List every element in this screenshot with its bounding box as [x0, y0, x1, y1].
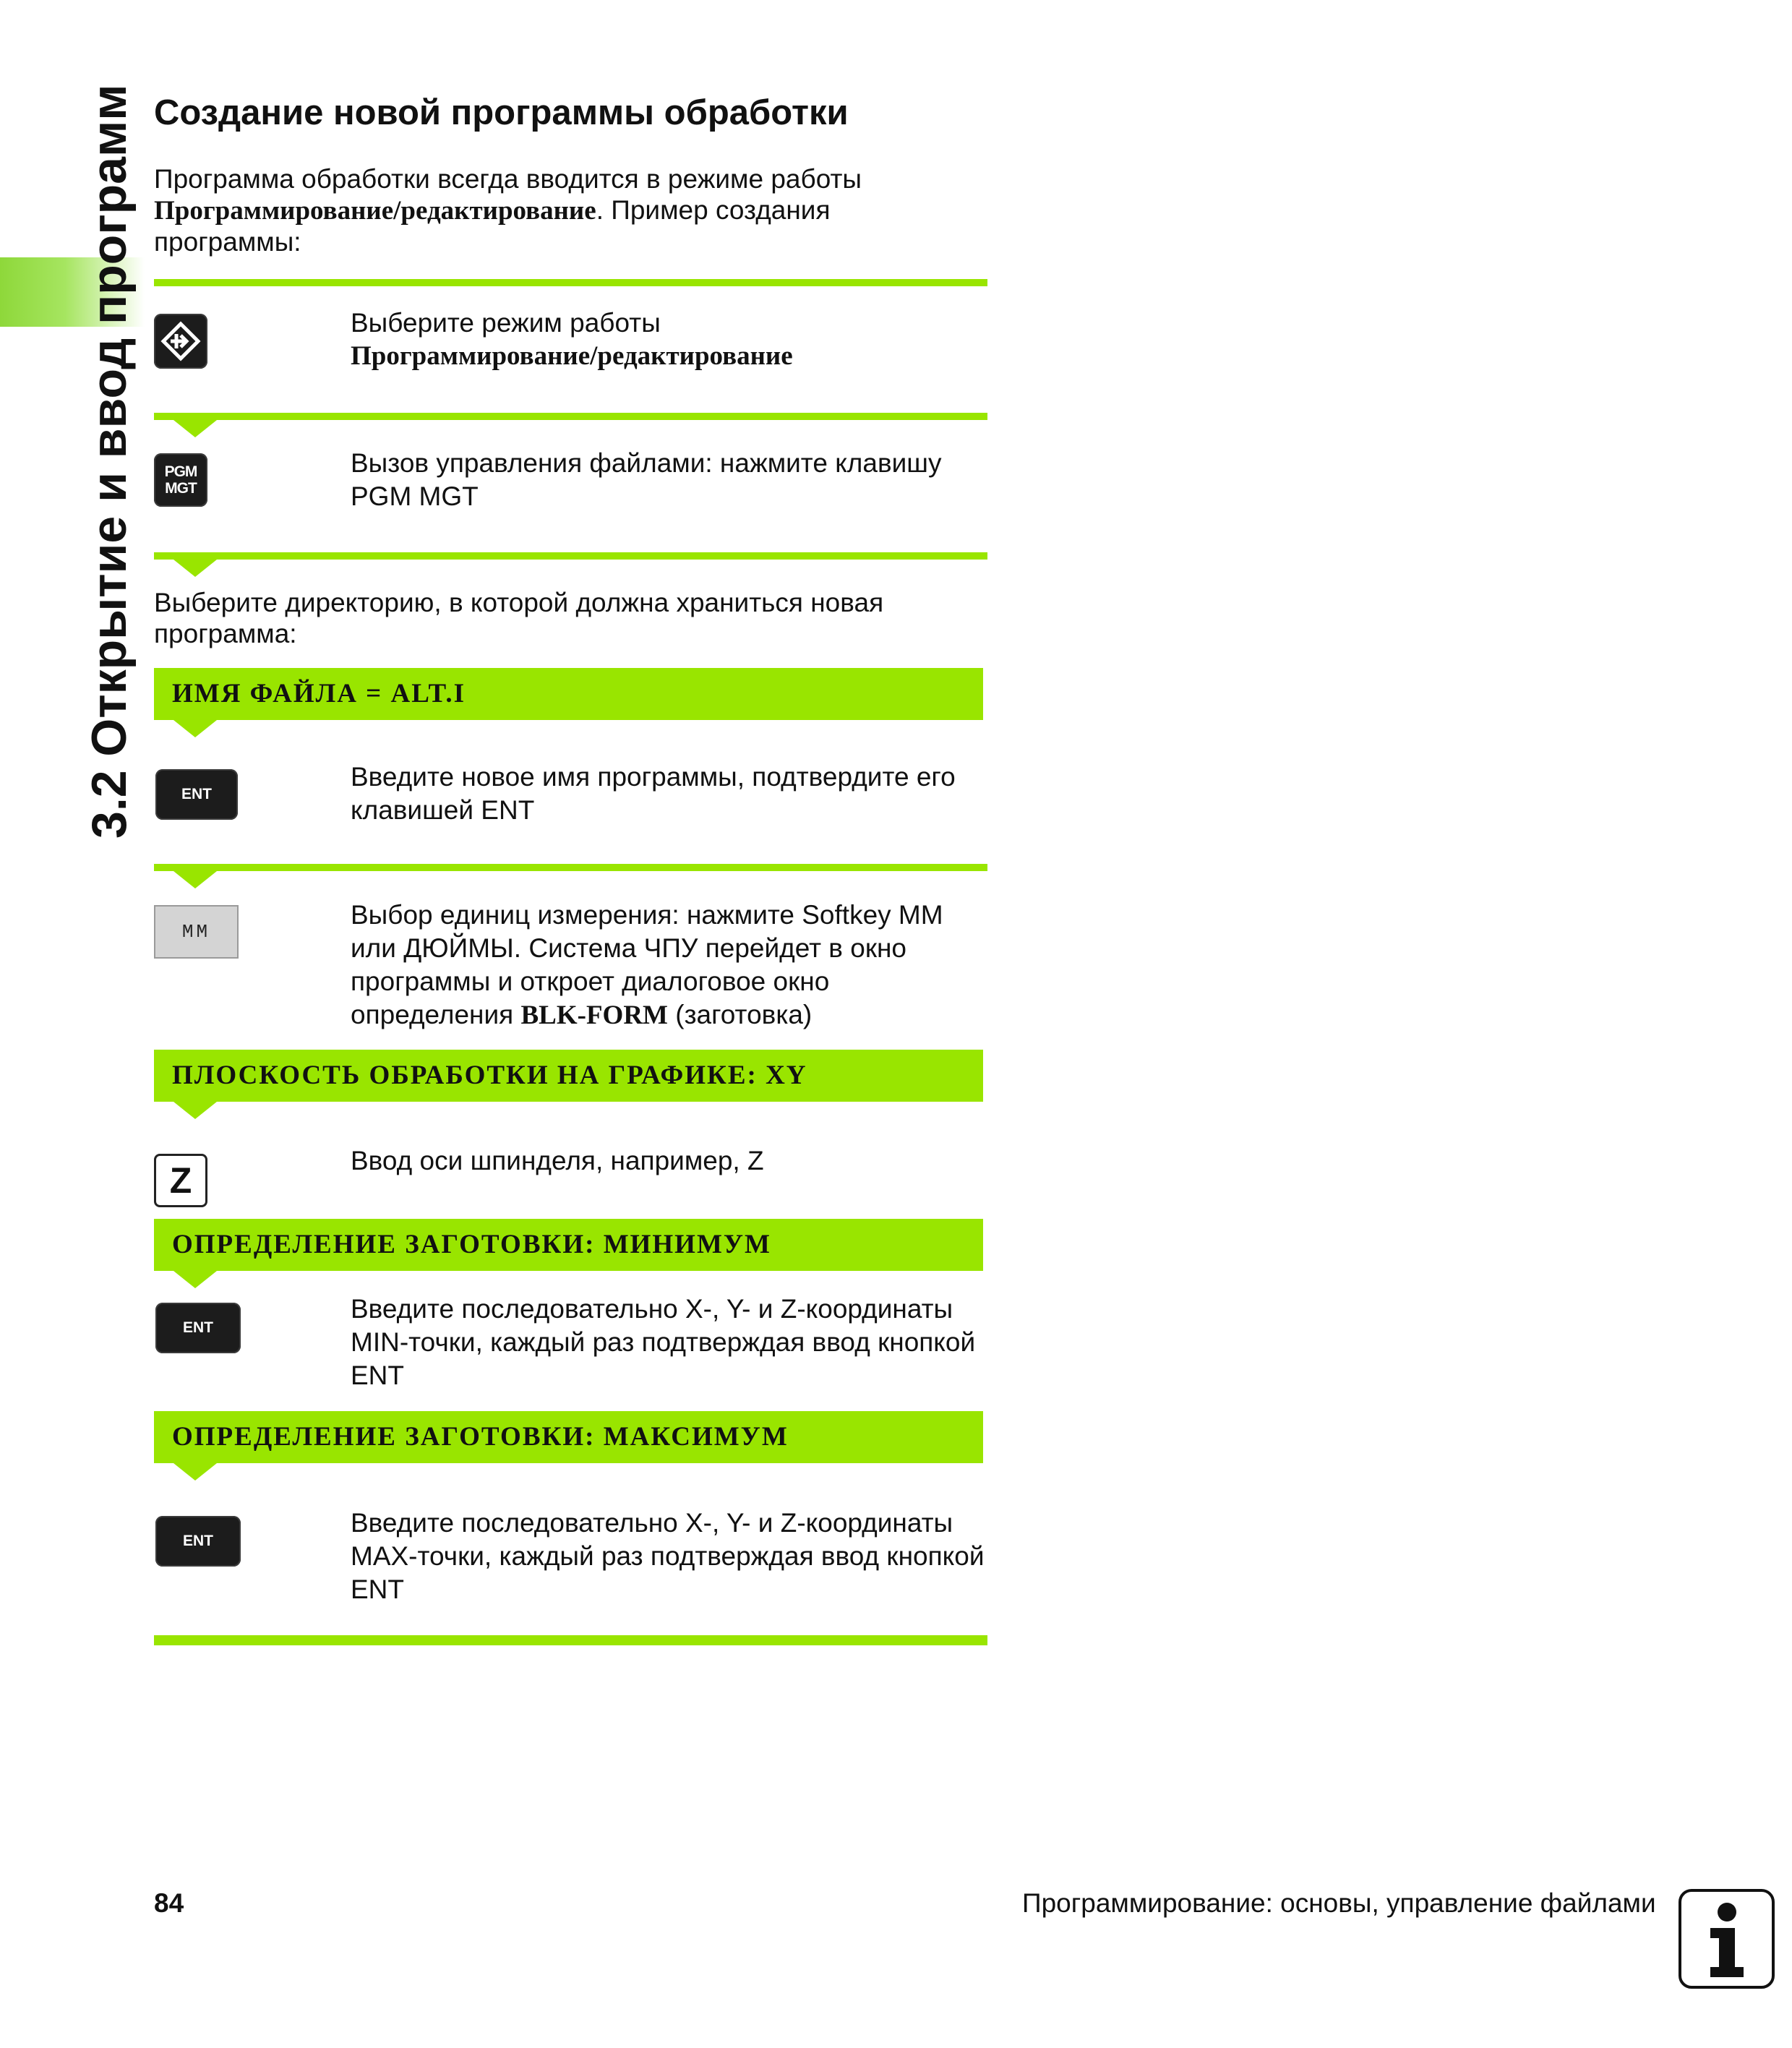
- intro-mode-name: Программирование/редактирование: [154, 196, 596, 226]
- chapter-title: 3.2 Открытие и ввод программ: [82, 84, 137, 839]
- intro-line-1: Программа обработки всегда вводится в режиме работы: [154, 164, 862, 194]
- step-1-text: [351, 307, 793, 373]
- divider-line: [154, 864, 987, 871]
- step-7-line-2: MAX-точки, каждый раз подтверждая ввод кнопкой: [351, 1541, 985, 1571]
- flow-arrow: [173, 1102, 217, 1119]
- mode-program-edit-key-icon: [160, 321, 201, 361]
- step-7-line-3: ENT: [351, 1574, 404, 1604]
- divider-line: [154, 552, 987, 560]
- pgm-mgt-key-line-2: MGT: [165, 480, 197, 497]
- flow-arrow: [173, 420, 217, 437]
- directory-line-1: Выберите директорию, в которой должна храниться новая: [154, 588, 884, 617]
- step-4-text: [351, 899, 943, 1032]
- mm-softkey[interactable]: MM: [154, 905, 239, 959]
- step-6-line-2: MIN-точки, каждый раз подтверждая ввод кнопкой: [351, 1327, 976, 1357]
- intro-line-2-rest: . Пример создания: [596, 195, 831, 225]
- step-3-line-1: Введите новое имя программы, подтвердите его: [351, 762, 956, 792]
- flow-arrow: [173, 871, 217, 888]
- flow-arrow: [173, 1271, 217, 1288]
- directory-instruction: [154, 587, 883, 649]
- ent-key[interactable]: ENT: [155, 769, 238, 820]
- step-7-text: [351, 1507, 985, 1606]
- step-3-text: [351, 760, 956, 827]
- step-4-line-1: Выбор единиц измерения: нажмите Softkey MM: [351, 900, 943, 930]
- ent-key[interactable]: ENT: [155, 1516, 241, 1567]
- page-number: 84: [154, 1888, 184, 1918]
- info-glyph: [1681, 1892, 1772, 1986]
- z-axis-key[interactable]: Z: [154, 1154, 207, 1207]
- intro-line-2: [154, 194, 862, 226]
- blk-form-term: BLK-FORM: [520, 1001, 668, 1030]
- step-4-line-4-pre: определения: [351, 1000, 521, 1029]
- step-4-line-4: [351, 998, 943, 1032]
- step-1-mode-name: Программирование/редактирование: [351, 341, 793, 371]
- step-7-line-1: Введите последовательно X-, Y- и Z-координаты: [351, 1508, 953, 1538]
- pgm-mgt-key[interactable]: [154, 453, 207, 507]
- page-title: Создание новой программы обработки: [154, 93, 849, 132]
- step-3-line-2: клавишей ENT: [351, 795, 535, 825]
- step-4-line-2: или ДЮЙМЫ. Система ЧПУ перейдет в окно: [351, 933, 907, 963]
- intro-line-3: программы:: [154, 227, 301, 257]
- step-6-line-3: ENT: [351, 1361, 404, 1390]
- step-1-line-1: Выберите режим работы: [351, 308, 661, 338]
- flow-arrow: [173, 720, 217, 737]
- step-2-line-1: Вызов управления файлами: нажмите клавишу: [351, 448, 942, 478]
- step-4-line-3: программы и откроет диалоговое окно: [351, 967, 830, 996]
- step-2-text: [351, 447, 941, 513]
- step-6-text: [351, 1293, 975, 1392]
- step-5-text: Ввод оси шпинделя, например, Z: [351, 1146, 764, 1175]
- directory-line-2: программа:: [154, 619, 297, 648]
- footer-chapter-text: Программирование: основы, управление файлами: [1022, 1888, 1656, 1918]
- step-4-line-4-post: (заготовка): [667, 1000, 813, 1029]
- flow-arrow: [173, 1463, 217, 1481]
- dialog-prompt-filename: ИМЯ ФАЙЛА = ALT.I: [172, 679, 466, 708]
- program-edit-mode-key[interactable]: [154, 314, 207, 369]
- divider-line: [154, 1635, 987, 1645]
- divider-line: [154, 413, 987, 420]
- step-6-line-1: Введите последовательно X-, Y- и Z-координаты: [351, 1294, 953, 1324]
- divider-line: [154, 279, 987, 286]
- ent-key[interactable]: ENT: [155, 1303, 241, 1353]
- dialog-prompt-plane: ПЛОСКОСТЬ ОБРАБОТКИ НА ГРАФИКЕ: XY: [172, 1061, 807, 1090]
- info-icon: [1679, 1889, 1775, 1989]
- dialog-prompt-blank-min: ОПРЕДЕЛЕНИЕ ЗАГОТОВКИ: МИНИМУМ: [172, 1230, 771, 1259]
- step-2-line-2: PGM MGT: [351, 481, 479, 511]
- intro-paragraph: [154, 163, 862, 257]
- pgm-mgt-key-line-1: PGM: [164, 463, 197, 480]
- flow-arrow: [173, 560, 217, 577]
- dialog-prompt-blank-max: ОПРЕДЕЛЕНИЕ ЗАГОТОВКИ: МАКСИМУМ: [172, 1422, 789, 1452]
